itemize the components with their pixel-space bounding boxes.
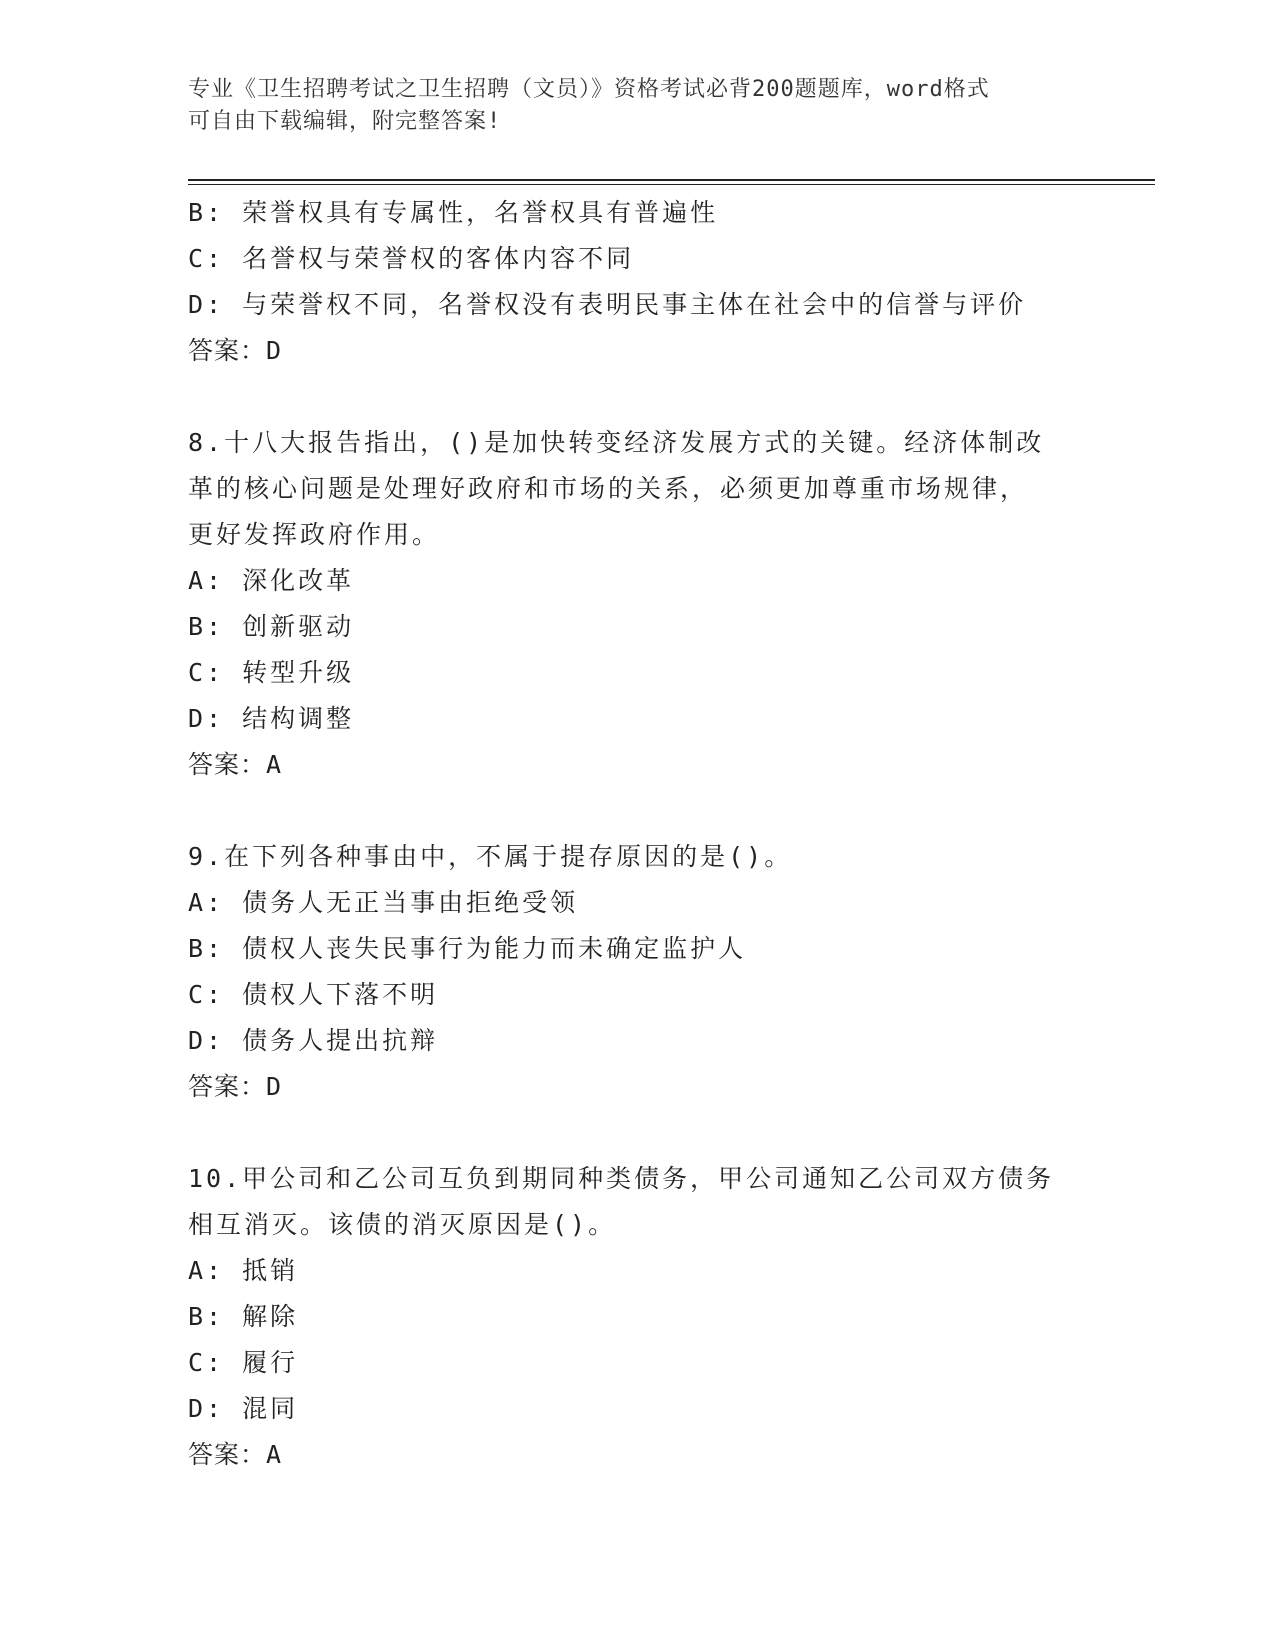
spacer xyxy=(188,1110,1088,1156)
answer-line: 答案：D xyxy=(188,336,283,365)
question-list xyxy=(188,190,1088,1478)
question-stem-line: 9.在下列各种事由中，不属于提存原因的是()。 xyxy=(188,842,793,871)
option-c: C: 履行 xyxy=(188,1348,299,1377)
question-stem-line: 相互消灭。该债的消灭原因是()。 xyxy=(188,1210,617,1239)
spacer xyxy=(188,788,1088,834)
question-stem-line: 革的核心问题是处理好政府和市场的关系，必须更加尊重市场规律， xyxy=(188,474,1029,503)
option-c: C: 债权人下落不明 xyxy=(188,980,439,1009)
option-b: B: 荣誉权具有专属性，名誉权具有普遍性 xyxy=(188,198,719,227)
option-d: D: 与荣誉权不同，名誉权没有表明民事主体在社会中的信誉与评价 xyxy=(188,290,1027,319)
answer-line: 答案：A xyxy=(188,1440,283,1469)
header-line-2: 可自由下载编辑，附完整答案! xyxy=(188,109,502,134)
option-c: C: 名誉权与荣誉权的客体内容不同 xyxy=(188,244,635,273)
spacer xyxy=(188,374,1088,420)
question-block-prev xyxy=(188,190,1088,374)
option-a: A: 深化改革 xyxy=(188,566,355,595)
header-divider-thin xyxy=(188,184,1155,185)
question-block-8 xyxy=(188,420,1088,788)
answer-line: 答案：D xyxy=(188,1072,283,1101)
question-stem-line: 8.十八大报告指出，()是加快转变经济发展方式的关键。经济体制改 xyxy=(188,428,1045,457)
question-stem-line: 更好发挥政府作用。 xyxy=(188,520,441,549)
option-d: D: 债务人提出抗辩 xyxy=(188,1026,439,1055)
answer-line: 答案：A xyxy=(188,750,283,779)
option-d: D: 混同 xyxy=(188,1394,299,1423)
option-b: B: 创新驱动 xyxy=(188,612,355,641)
question-block-10 xyxy=(188,1156,1088,1478)
question-stem-line: 10.甲公司和乙公司互负到期同种类债务，甲公司通知乙公司双方债务 xyxy=(188,1164,1055,1193)
document-header xyxy=(188,74,1068,138)
header-line-1: 专业《卫生招聘考试之卫生招聘（文员）》资格考试必背200题题库，word格式 xyxy=(188,77,990,102)
question-block-9 xyxy=(188,834,1088,1110)
option-a: A: 抵销 xyxy=(188,1256,299,1285)
header-divider-thick xyxy=(188,179,1155,181)
option-c: C: 转型升级 xyxy=(188,658,355,687)
option-d: D: 结构调整 xyxy=(188,704,355,733)
option-b: B: 解除 xyxy=(188,1302,299,1331)
option-a: A: 债务人无正当事由拒绝受领 xyxy=(188,888,579,917)
option-b: B: 债权人丧失民事行为能力而未确定监护人 xyxy=(188,934,747,963)
